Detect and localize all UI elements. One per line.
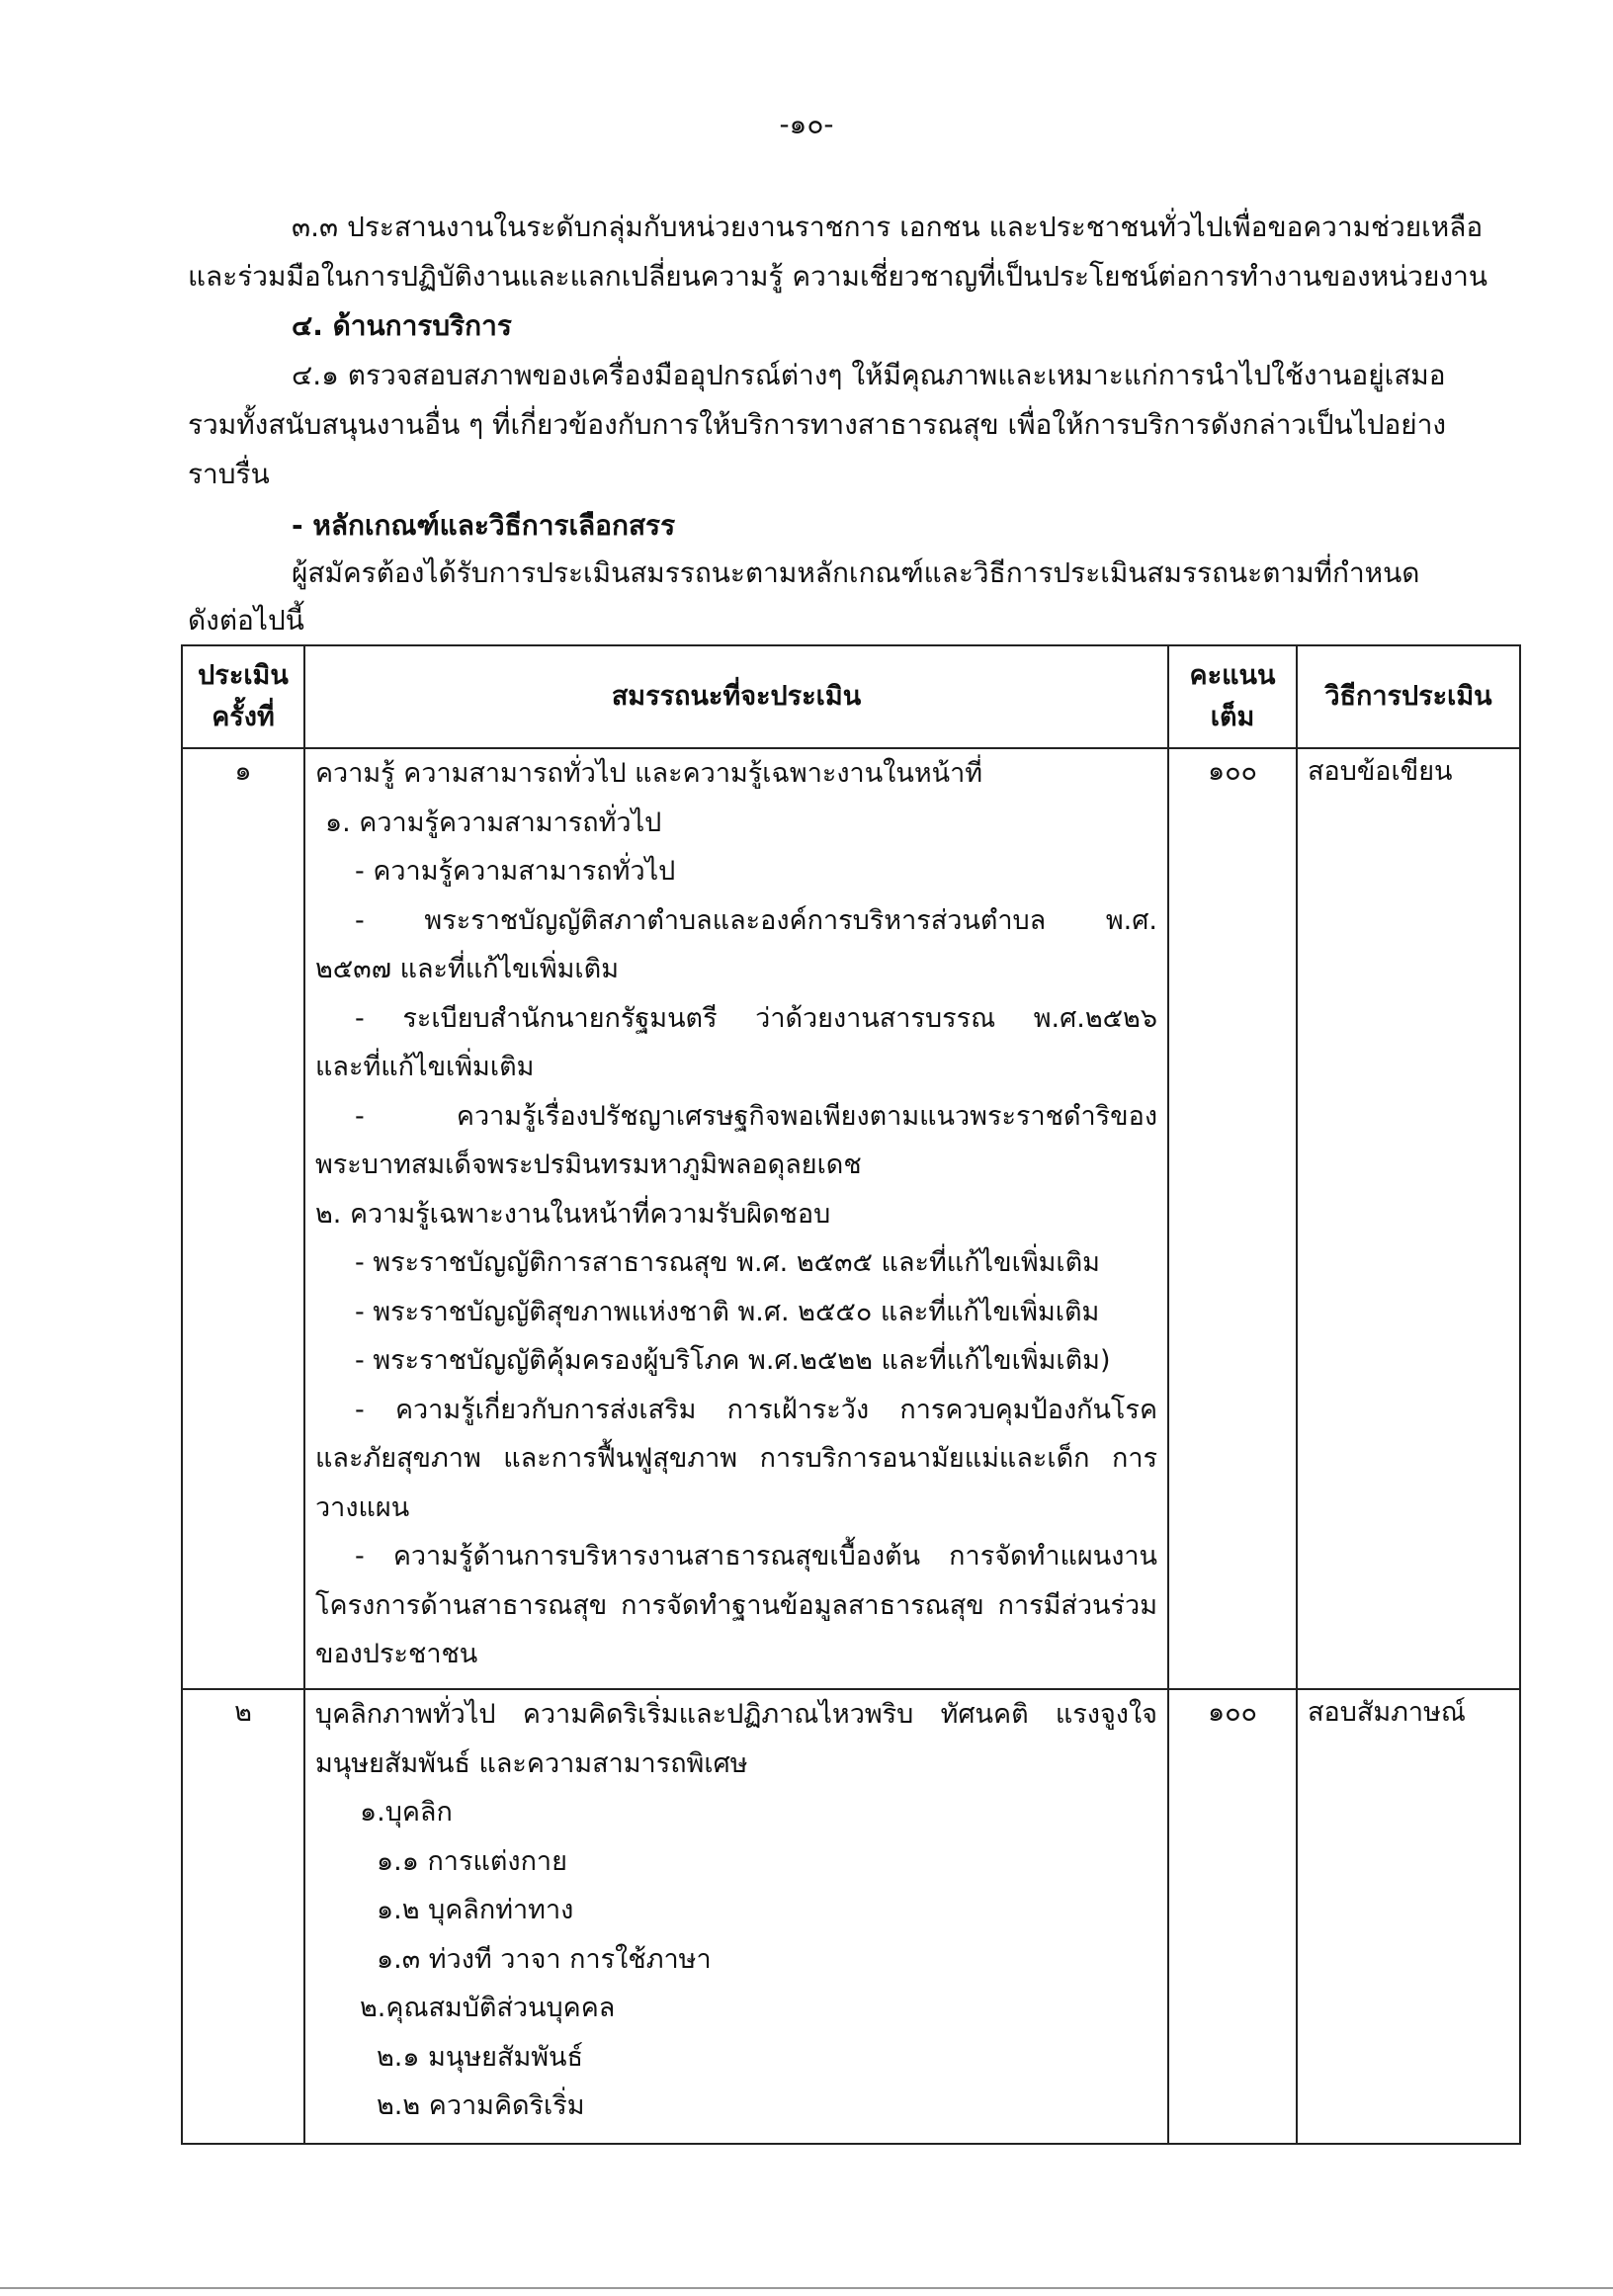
competency-line: ๑.๓ ท่วงที วาจา การใช้ภาษา [377, 1943, 712, 1975]
table-row [182, 1689, 1520, 2144]
competency-line: ๑.บุคลิก [360, 1797, 453, 1828]
row-2-competencies [304, 1689, 1168, 2144]
competency-line: - พระราชบัญญัติสภาตำบลและองค์การบริหารส่วนตำบล พ.ศ. [355, 904, 1157, 936]
page-number: -๑๐- [779, 108, 834, 140]
header-round: ประเมิน ครั้งที่ [182, 645, 304, 748]
section-4-heading: ๔. ด้านการบริการ [292, 309, 512, 342]
table-header-row [182, 645, 1520, 748]
competency-line: - ระเบียบสำนักนายกรัฐมนตรี ว่าด้วยงานสารบรรณ พ.ศ.๒๕๒๖ [355, 1002, 1157, 1034]
para-3-3-line-1: ๓.๓ ประสานงานในระดับกลุ่มกับหน่วยงานราชการ เอกชน และประชาชนทั่วไปเพื่อขอความช่วยเหลือ [292, 211, 1484, 243]
section-4-1-line-3: ราบรื่น [188, 458, 270, 490]
competency-line: ๒.๑ มนุษยสัมพันธ์ [377, 2041, 583, 2073]
scan-bottom-edge [0, 2287, 1613, 2289]
header-method: วิธีการประเมิน [1297, 645, 1520, 748]
row-2-round: ๒ [182, 1689, 304, 2144]
competency-line: - ความรู้ความสามารถทั่วไป [355, 856, 676, 887]
table-row [182, 748, 1520, 1689]
competency-line: พระบาทสมเด็จพระปรมินทรมหาภูมิพลอดุลยเดช [315, 1149, 862, 1180]
competency-line: ๒.คุณสมบัติส่วนบุคคล [360, 1993, 616, 2023]
competency-line: และภัยสุขภาพ และการฟื้นฟูสุขภาพ การบริการอนามัยแม่และเด็ก การ [315, 1443, 1157, 1474]
criteria-intro-line-2: ดังต่อไปนี้ [188, 604, 304, 637]
row-1-method: สอบข้อเขียน [1297, 748, 1520, 1689]
competency-line: และที่แก้ไขเพิ่มเติม [315, 1052, 535, 1082]
competency-line: - พระราชบัญญัติสุขภาพแห่งชาติ พ.ศ. ๒๕๕๐ และที่แก้ไขเพิ่มเติม [355, 1296, 1100, 1327]
competency-line: ๑.๑ การแต่งกาย [377, 1845, 567, 1877]
header-score: คะแนน เต็ม [1168, 645, 1297, 748]
competency-line: - พระราชบัญญัติการสาธารณสุข พ.ศ. ๒๕๓๕ และที่แก้ไขเพิ่มเติม [355, 1247, 1100, 1278]
competency-line: บุคลิกภาพทั่วไป ความคิดริเริ่มและปฏิภาณไหวพริบ ทัศนคติ แรงจูงใจ [315, 1699, 1157, 1730]
competency-line: ความรู้ ความสามารถทั่วไป และความรู้เฉพาะงานในหน้าที่ [315, 758, 983, 789]
criteria-intro-line-1: ผู้สมัครต้องได้รับการประเมินสมรรถนะตามหลักเกณฑ์และวิธีการประเมินสมรรถนะตามที่กำหนด [292, 556, 1420, 589]
competency-line: - ความรู้ด้านการบริหารงานสาธารณสุขเบื้องต้น การจัดทำแผนงาน [355, 1541, 1157, 1572]
criteria-heading: - หลักเกณฑ์และวิธีการเลือกสรร [292, 509, 676, 542]
section-4-1-line-1: ๔.๑ ตรวจสอบสภาพของเครื่องมืออุปกรณ์ต่างๆ ให้มีคุณภาพและเหมาะแก่การนำไปใช้งานอยู่เสมอ [292, 359, 1446, 391]
competency-line: ๑.๒ บุคลิกท่าทาง [377, 1895, 574, 1925]
row-1-round: ๑ [182, 748, 304, 1689]
competency-line: - ความรู้เรื่องปรัชญาเศรษฐกิจพอเพียงตามแนวพระราชดำริของ [355, 1100, 1157, 1132]
competency-line: - พระราชบัญญัติคุ้มครองผู้บริโภค พ.ศ.๒๕๒๒ และที่แก้ไขเพิ่มเติม) [355, 1345, 1111, 1376]
section-4-1-line-2: รวมทั้งสนับสนุนงานอื่น ๆ ที่เกี่ยวข้องกับการให้บริการทางสาธารณสุข เพื่อให้การบริการดังกล่าวเป็นไปอย่าง [188, 408, 1447, 441]
competency-line: ของประชาชน [315, 1639, 478, 1669]
competency-line: มนุษยสัมพันธ์ และความสามารถพิเศษ [315, 1747, 748, 1779]
para-3-3-line-2: และร่วมมือในการปฏิบัติงานและแลกเปลี่ยนความรู้ ความเชี่ยวชาญที่เป็นประโยชน์ต่อการทำงานของหน่วยงาน [188, 260, 1487, 293]
row-2-method: สอบสัมภาษณ์ [1297, 1689, 1520, 2144]
competency-line: วางแผน [315, 1491, 410, 1523]
row-1-competencies [304, 748, 1168, 1689]
header-competency: สมรรถนะที่จะประเมิน [304, 645, 1168, 748]
competency-line: โครงการด้านสาธารณสุข การจัดทำฐานข้อมูลสาธารณสุข การมีส่วนร่วม [315, 1589, 1157, 1621]
row-2-score: ๑๐๐ [1168, 1689, 1297, 2144]
competency-line: - ความรู้เกี่ยวกับการส่งเสริม การเฝ้าระวัง การควบคุมป้องกันโรค [355, 1394, 1157, 1425]
row-1-score: ๑๐๐ [1168, 748, 1297, 1689]
assessment-table [181, 644, 1521, 2145]
competency-line: ๒. ความรู้เฉพาะงานในหน้าที่ความรับผิดชอบ [315, 1198, 831, 1230]
competency-line: ๒๕๓๗ และที่แก้ไขเพิ่มเติม [315, 954, 619, 984]
competency-line: ๒.๒ ความคิดริเริ่ม [377, 2090, 585, 2121]
competency-line: ๑. ความรู้ความสามารถทั่วไป [325, 807, 662, 838]
